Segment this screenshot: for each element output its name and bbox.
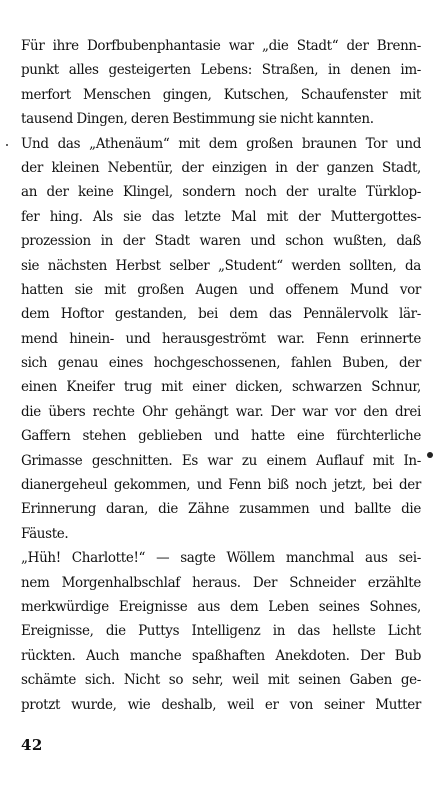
text-line: einen Kneifer trug mit einer dicken, schwarzen Schnur, [21, 379, 421, 396]
text-line: Ereignisse, die Puttys Intelligenz in das hellste Licht [21, 623, 421, 640]
text-line: „Hüh! Charlotte!“ — sagte Wöllem manchmal aus sei- [21, 550, 421, 567]
text-line: dianergeheul gekommen, und Fenn biß noch jetzt, bei der [21, 477, 421, 494]
text-line: Und das „Athenäum“ mit dem großen braunen Tor und [21, 135, 421, 152]
body-text [21, 34, 421, 717]
text-line: Gaffern stehen geblieben und hatte eine fürchterliche [21, 428, 421, 445]
text-line: Grimasse geschnitten. Es war zu einem Auflauf mit In- [21, 452, 421, 469]
text-line: Fäuste. [21, 525, 69, 542]
text-line: Erinnerung daran, die Zähne zusammen und ballte die [21, 501, 421, 518]
text-line: rückten. Auch manche spaßhaften Anekdoten. Der Bub [21, 647, 421, 664]
text-line: hatten sie mit großen Augen und offenem Mund vor [21, 281, 421, 298]
page-number: 42 [21, 736, 43, 754]
text-line: schämte sich. Nicht so sehr, weil mit seinen Gaben ge- [21, 672, 421, 689]
text-line: dem Hoftor gestanden, bei dem das Pennälervolk lär- [21, 306, 421, 323]
text-line: sie nächsten Herbst selber „Student“ werden sollten, da [21, 257, 421, 274]
text-line: fer hing. Als sie das letzte Mal mit der Muttergottes- [21, 208, 421, 225]
text-line: merkwürdige Ereignisse aus dem Leben seines Sohnes, [21, 598, 421, 615]
text-line: die übers rechte Ohr gehängt war. Der war vor den drei [21, 403, 421, 420]
text-line: sich genau eines hochgeschossenen, fahlen Buben, der [21, 355, 421, 372]
text-line: Für ihre Dorfbubenphantasie war „die Stadt“ der Brenn- [21, 38, 421, 54]
text-line: nem Morgenhalbschlaf heraus. Der Schneider erzählte [21, 574, 421, 591]
margin-mark [6, 144, 8, 146]
ink-blot [427, 452, 433, 458]
text-line: mend hinein- und herausgeströmt war. Fenn erinnerte [21, 330, 421, 347]
text-line: merfort Menschen gingen, Kutschen, Schaufenster mit [21, 86, 421, 103]
text-line: punkt alles gesteigerten Lebens: Straßen, in denen im- [21, 62, 421, 79]
text-line: der kleinen Nebentür, der einzigen in der ganzen Stadt, [21, 159, 421, 176]
text-line: tausend Dingen, deren Bestimmung sie nicht kannten. [21, 111, 374, 128]
text-line: protzt wurde, wie deshalb, weil er von seiner Mutter [21, 696, 421, 713]
text-line: prozession in der Stadt waren und schon wußten, daß [21, 233, 421, 250]
text-line: an der keine Klingel, sondern noch der uralte Türklop- [21, 184, 421, 201]
